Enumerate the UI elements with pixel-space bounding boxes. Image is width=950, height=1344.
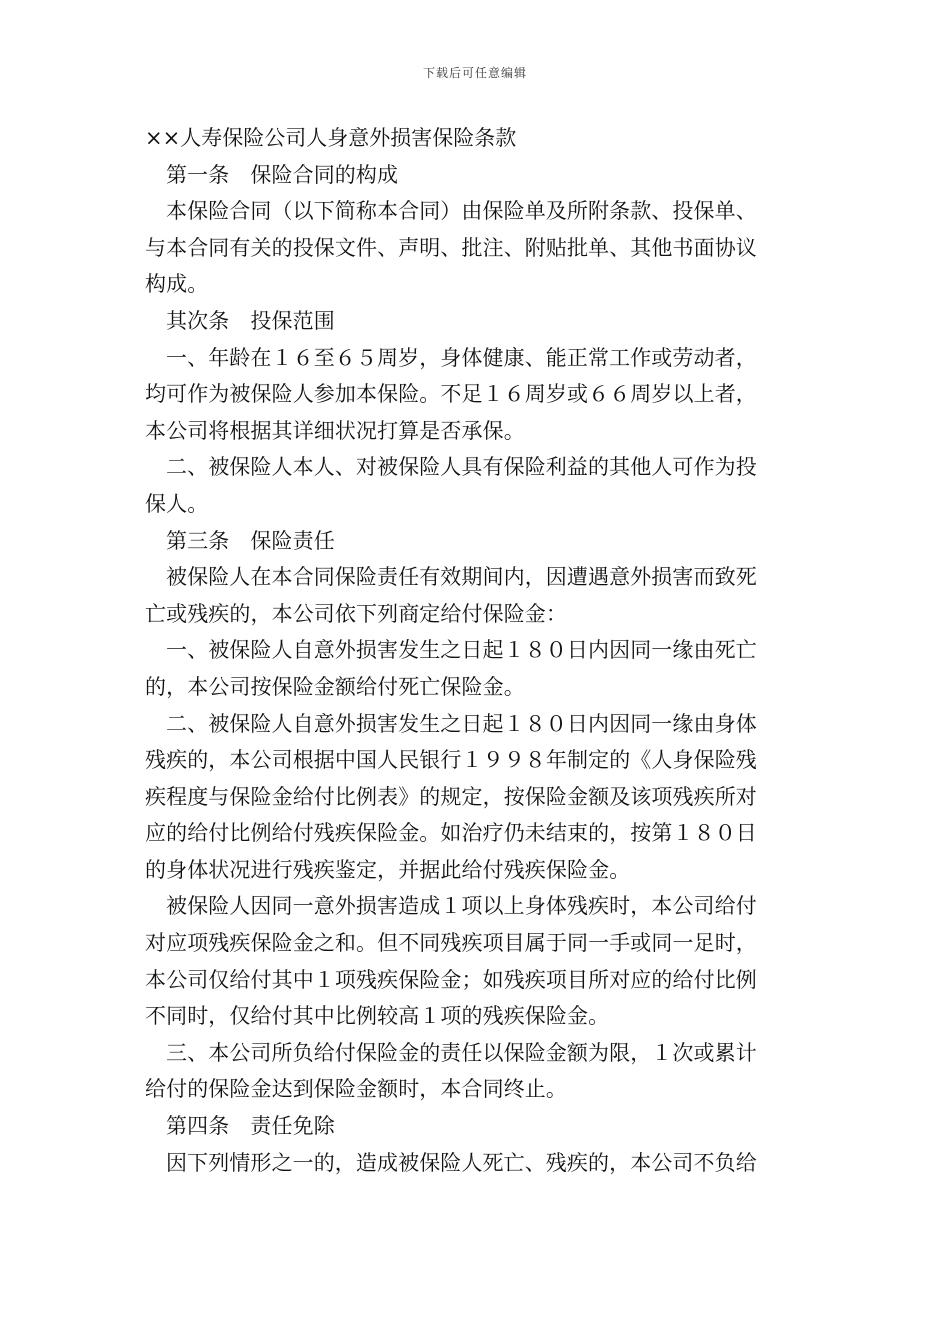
paragraph-line: 不同时，仅给付其中比例较高１项的残疾保险金。: [145, 1004, 610, 1029]
document-body: [145, 120, 807, 1181]
paragraph-line: 三、本公司所负给付保险金的责任以保险金额为限，１次或累计: [166, 1040, 757, 1065]
paragraph-line: 因下列情形之一的，造成被保险人死亡、残疾的，本公司不负给: [166, 1150, 757, 1175]
document-title: ××人寿保险公司人身意外损害保险条款: [145, 126, 517, 150]
section-heading-1: 第一条 保险合同的构成: [166, 162, 399, 187]
paragraph-line: 给付的保险金达到保险金额时，本合同终止。: [145, 1077, 567, 1102]
paragraph-line: 二、被保险人本人、对被保险人具有保险利益的其他人可作为投: [166, 455, 757, 480]
paragraph-line: 对应项残疾保险金之和。但不同残疾项目属于同一手或同一足时，: [145, 931, 757, 956]
paragraph-line: 保人。: [145, 491, 209, 516]
paragraph-line: 的身体状况进行残疾鉴定，并据此给付残疾保险金。: [145, 857, 631, 882]
paragraph-line: 本保险合同（以下简称本合同）由保险单及所附条款、投保单、: [166, 199, 757, 224]
paragraph-line: 本公司仅给付其中１项残疾保险金；如残疾项目所对应的给付比例: [145, 967, 757, 992]
section-heading-2: 其次条 投保范围: [166, 308, 335, 333]
page-header-note: 下载后可任意编辑: [422, 66, 527, 80]
paragraph-line: 的，本公司按保险金额给付死亡保险金。: [145, 674, 525, 699]
paragraph-line: 构成。: [145, 272, 209, 297]
section-heading-3: 第三条 保险责任: [166, 528, 335, 553]
paragraph-line: 与本合同有关的投保文件、声明、批注、附贴批单、其他书面协议: [145, 235, 757, 260]
paragraph-line: 被保险人因同一意外损害造成１项以上身体残疾时，本公司给付: [166, 894, 757, 919]
paragraph-line: 残疾的，本公司根据中国人民银行１９９８年制定的《人身保险残: [145, 748, 757, 773]
paragraph-line: 疾程度与保险金给付比例表》的规定，按保险金额及该项残疾所对: [145, 784, 757, 809]
paragraph-line: 亡或残疾的，本公司依下列商定给付保险金：: [145, 601, 567, 626]
paragraph-line: 均可作为被保险人参加本保险。不足１６周岁或６６周岁以上者，: [145, 382, 757, 407]
paragraph-line: 应的给付比例给付残疾保险金。如治疗仍未结束的，按第１８０日: [145, 821, 757, 846]
paragraph-line: 被保险人在本合同保险责任有效期间内，因遭遇意外损害而致死: [166, 565, 757, 590]
paragraph-line: 一、年龄在１６至６５周岁，身体健康、能正常工作或劳动者，: [166, 345, 757, 370]
section-heading-4: 第四条 责任免除: [166, 1114, 335, 1139]
paragraph-line: 一、被保险人自意外损害发生之日起１８０日内因同一缘由死亡: [166, 638, 757, 663]
paragraph-line: 二、被保险人自意外损害发生之日起１８０日内因同一缘由身体: [166, 711, 757, 736]
paragraph-line: 本公司将根据其详细状况打算是否承保。: [145, 418, 525, 443]
